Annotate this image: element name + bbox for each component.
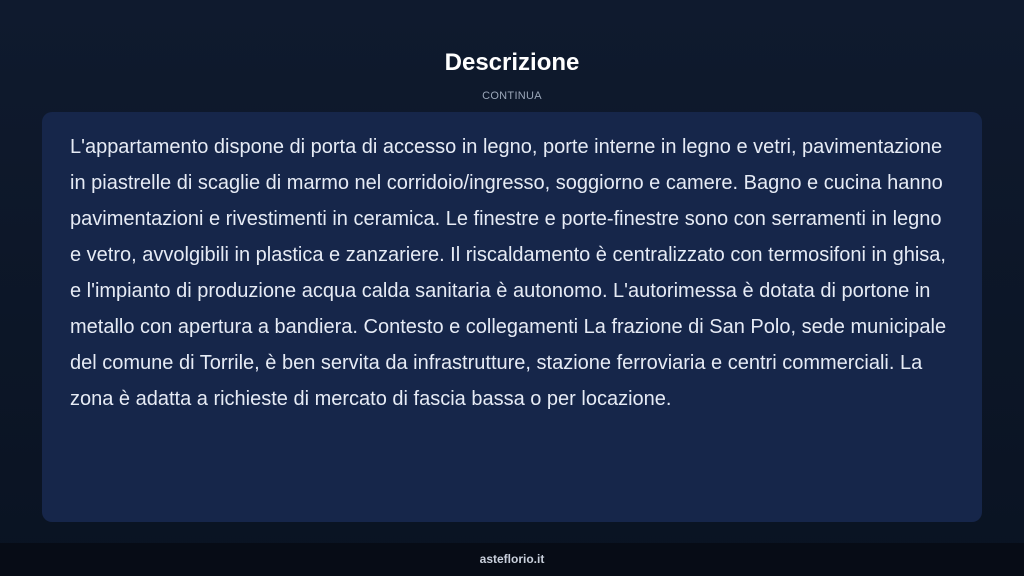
description-card <box>42 112 982 522</box>
footer-bar <box>0 543 1024 576</box>
page-title: Descrizione <box>444 49 580 76</box>
page-subtitle: CONTINUA <box>482 90 542 102</box>
footer-site-name: asteflorio.it <box>479 552 545 566</box>
description-text: L'appartamento dispone di porta di accesso in legno, porte interne in legno e vetri, pavimentazione in piastrelle di scaglie di marmo nel corridoio/ingresso, soggiorno e camere. Bagno e cucina hanno pavimentazioni e rivestimenti in ceramica. Le finestre e porte-finestre sono con serramenti in legno e vetro, avvolgibili in plastica e zanzariere. Il riscaldamento è centralizzato con termosifoni in ghisa, e l'impianto di produzione acqua calda sanitaria è autonomo. L'autorimessa è dotata di portone in metallo con apertura a bandiera. Contesto e collegamenti La frazione di San Polo, sede municipale del comune di Torrile, è ben servita da infrastrutture, stazione ferroviaria e centri commerciali. La zona è adatta a richieste di mercato di fascia bassa o per locazione. <box>70 136 947 410</box>
